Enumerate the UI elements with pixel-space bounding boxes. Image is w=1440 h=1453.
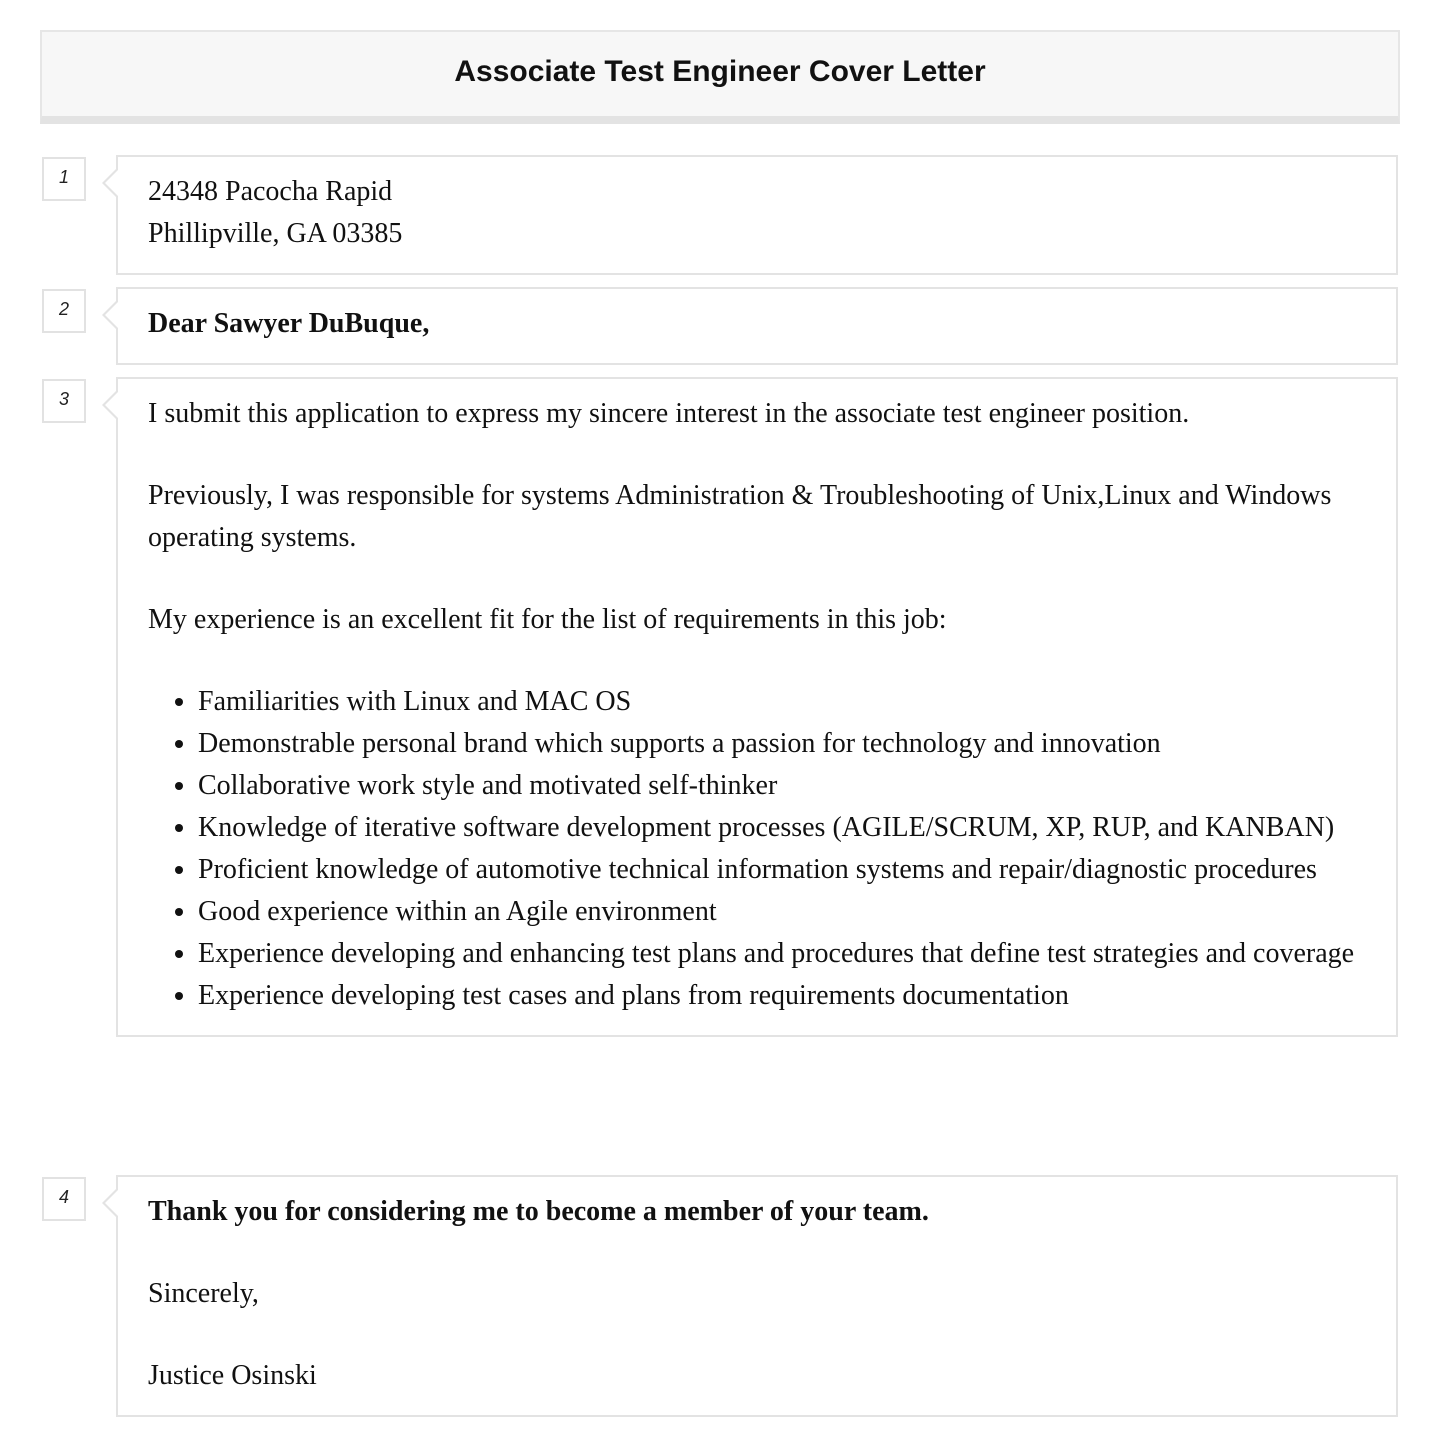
- list-item: • Familiarities with Linux and MAC OS: [198, 681, 1366, 723]
- list-item: • Demonstrable personal brand which supports a passion for technology and innovation: [198, 723, 1366, 765]
- closing-salutation: Sincerely,: [148, 1278, 259, 1309]
- list-item: • Knowledge of iterative software development processes (AGILE/SCRUM, XP, RUP, and KANBAN): [198, 807, 1366, 849]
- body-block: [116, 377, 1398, 1037]
- signature-name: Justice Osinski: [148, 1360, 317, 1391]
- requirements-list: [148, 681, 1366, 1017]
- greeting: Dear Sawyer DuBuque,: [148, 308, 430, 339]
- closing-block: [116, 1175, 1398, 1417]
- fit-paragraph: My experience is an excellent fit for the list of requirements in this job:: [148, 604, 947, 635]
- list-item: • Proficient knowledge of automotive technical information systems and repair/diagnostic procedures: [198, 849, 1366, 891]
- greeting-block: [116, 287, 1398, 365]
- address-line-2: Phillipville, GA 03385: [148, 218, 403, 249]
- previous-paragraph: Previously, I was responsible for systems Administration & Troubleshooting of Unix,Linux and Windows operating systems.: [148, 480, 1332, 553]
- page-header: [40, 30, 1400, 124]
- list-item: • Experience developing test cases and plans from requirements documentation: [198, 975, 1366, 1017]
- section-number: 2: [42, 289, 86, 333]
- intro-paragraph: I submit this application to express my sincere interest in the associate test engineer position.: [148, 398, 1190, 429]
- list-item: • Experience developing and enhancing test plans and procedures that define test strategies and coverage: [198, 933, 1366, 975]
- list-item: • Good experience within an Agile environment: [198, 891, 1366, 933]
- page-title: Associate Test Engineer Cover Letter: [454, 55, 986, 88]
- address-block: [116, 155, 1398, 275]
- thanks-paragraph: Thank you for considering me to become a member of your team.: [148, 1196, 929, 1227]
- list-item: • Collaborative work style and motivated self-thinker: [198, 765, 1366, 807]
- section-number: 4: [42, 1177, 86, 1221]
- address-line-1: 24348 Pacocha Rapid: [148, 176, 393, 207]
- section-number: 3: [42, 379, 86, 423]
- section-number: 1: [42, 157, 86, 201]
